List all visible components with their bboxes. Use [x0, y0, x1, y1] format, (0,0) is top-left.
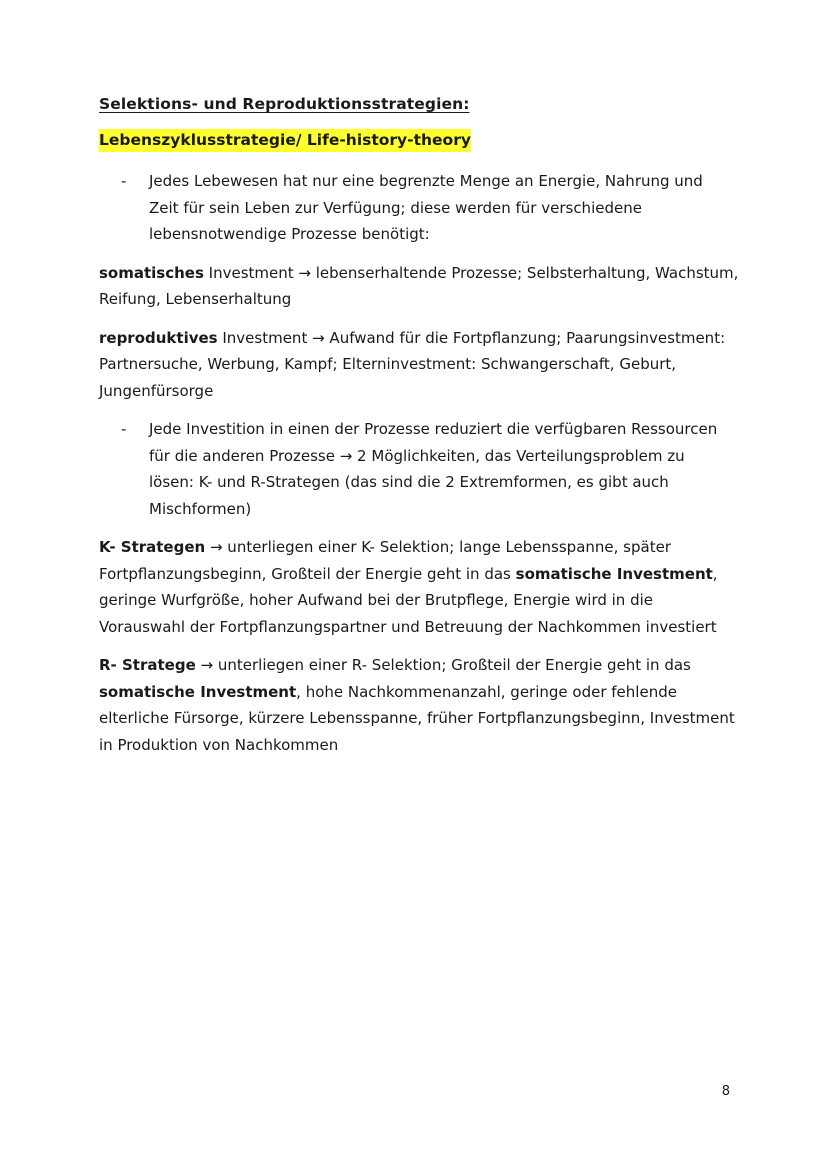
k-strategen-bold: somatische Investment	[515, 564, 713, 583]
r-stratege-term: R- Stratege	[99, 656, 196, 674]
reproductive-paragraph	[99, 325, 739, 405]
r-stratege-text-b: , hohe Nachkommenanzahl, geringe oder fehlende elterliche Fürsorge, kürzere Lebensspanne, früher Fortpflanzungsbeginn, Investment in Produktion von Nachkommen	[99, 682, 735, 754]
document-page	[99, 92, 739, 770]
r-stratege-text-a: → unterliegen einer R- Selektion; Großteil der Energie geht in das	[195, 656, 691, 674]
bullet-text: Jede Investition in einen der Prozesse reduziert die verfügbaren Ressourcen für die anderen Prozesse → 2 Möglichkeiten, das Verteilungsproblem zu lösen: K- und R-Strategen (das sind die 2 Extremformen, es gibt auch Mischformen)	[149, 420, 718, 518]
reproductive-text: Investment → Aufwand für die Fortpflanzung; Paarungsinvestment: Partnersuche, Werbung, Kampf; Elterninvestment: Schwangerschaft, Geburt, Jungenfürsorge	[99, 328, 726, 400]
bullet-dash: -	[121, 172, 127, 190]
bullet-dash: -	[121, 420, 127, 438]
bullet-text: Jedes Lebewesen hat nur eine begrenzte Menge an Energie, Nahrung und Zeit für sein Leben zur Verfügung; diese werden für verschiedene lebensnotwendige Prozesse benötigt:	[149, 172, 703, 243]
somatic-term: somatisches	[99, 263, 204, 282]
bullet-item	[99, 416, 739, 522]
r-stratege-paragraph	[99, 652, 739, 758]
r-stratege-bold: somatische Investment	[99, 682, 297, 701]
somatic-text: Investment → lebenserhaltende Prozesse; Selbsterhaltung, Wachstum, Reifung, Lebenserhaltung	[99, 263, 739, 308]
highlighted-subtitle: Lebenszyklusstrategie/ Life-history-theory	[99, 129, 471, 152]
document-title: Selektions- und Reproduktionsstrategien:	[99, 95, 470, 113]
bullet-item	[99, 168, 739, 248]
reproductive-term: reproduktives	[99, 328, 218, 347]
somatic-paragraph	[99, 260, 739, 313]
k-strategen-paragraph	[99, 534, 739, 640]
k-strategen-text-b: , geringe Wurfgröße, hoher Aufwand bei der Brutpflege, Energie wird in die Vorauswahl der Fortpflanzungspartner und Betreuung der Nachkommen investiert	[99, 564, 718, 636]
page-number: 8	[721, 1084, 730, 1099]
k-strategen-term: K- Strategen	[99, 538, 206, 556]
subtitle-block	[99, 128, 739, 152]
k-strategen-text-a: → unterliegen einer K- Selektion; lange Lebensspanne, später Fortpflanzungsbeginn, Großteil der Energie geht in das	[99, 538, 671, 583]
